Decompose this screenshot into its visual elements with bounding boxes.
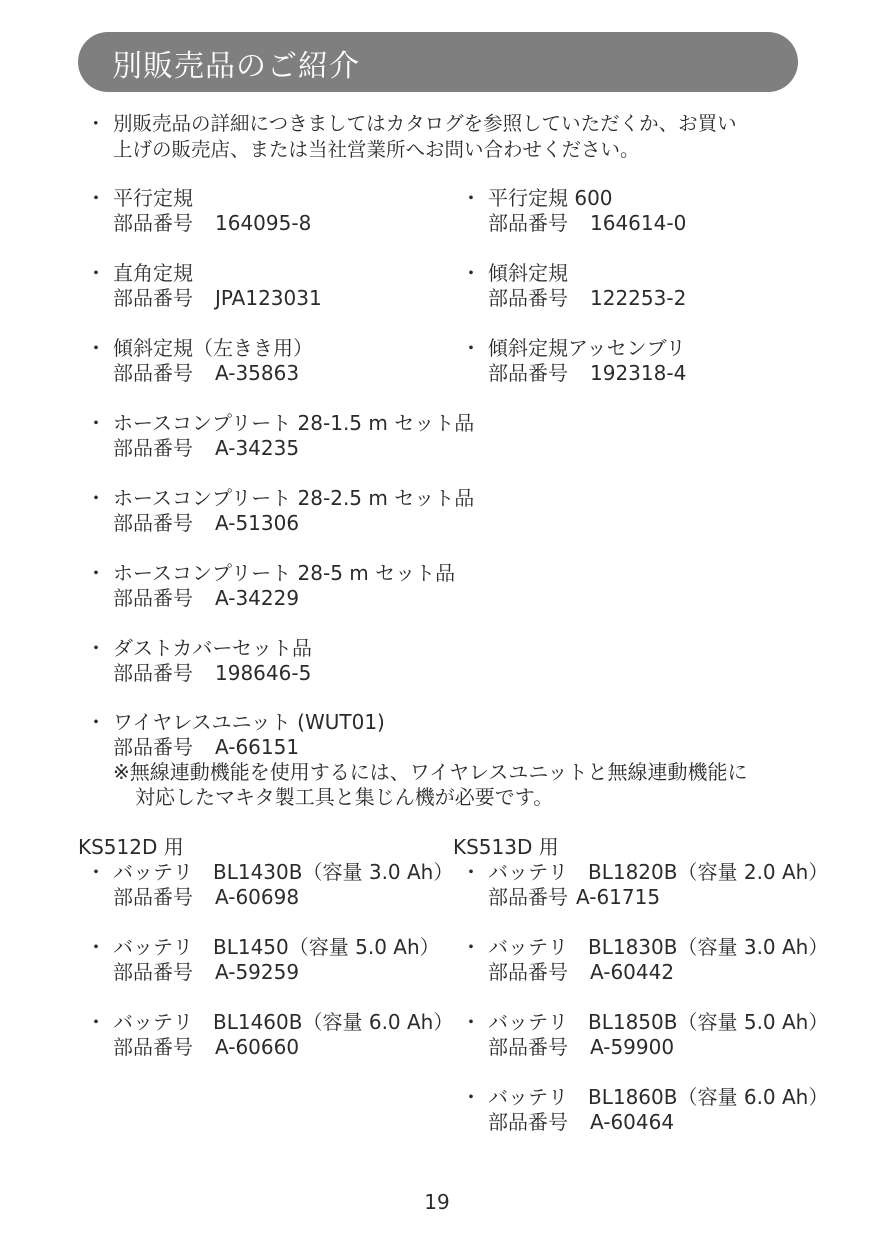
item-name: 傾斜定規 (488, 261, 568, 285)
bullet-icon: ・ (86, 112, 106, 135)
part-number: A-60698 (215, 885, 300, 909)
battery-name: バッテリ BL1820B（容量 2.0 Ah） (488, 860, 829, 884)
list-item (461, 186, 686, 236)
list-item (461, 261, 686, 311)
part-number: A-60464 (590, 1110, 675, 1134)
bullet-icon: ・ (461, 1010, 481, 1034)
item-name: ダストカバーセット品 (113, 636, 312, 660)
bullet-icon: ・ (86, 411, 106, 435)
part-number-label: 部品番号 (113, 511, 193, 535)
part-number: A-60660 (215, 1035, 300, 1059)
list-item (86, 636, 312, 686)
list-item (86, 411, 474, 461)
item-name: 傾斜定規（左きき用） (113, 336, 313, 360)
part-number-label: 部品番号 (488, 361, 568, 385)
battery-item (461, 1010, 828, 1060)
battery-name: バッテリ BL1850B（容量 5.0 Ah） (488, 1010, 829, 1034)
item-name: 平行定規 600 (488, 186, 613, 210)
part-number: A-59900 (590, 1035, 675, 1059)
list-item (86, 561, 455, 611)
item-name: ホースコンプリート 28-5 m セット品 (113, 561, 456, 585)
part-number: A-34229 (215, 586, 300, 610)
battery-item (461, 1085, 828, 1135)
intro-line-1 (86, 111, 806, 137)
section-title-bar (78, 32, 798, 92)
part-number-label: 部品番号 (488, 1035, 568, 1059)
part-number-label: 部品番号 (113, 286, 193, 310)
bullet-icon: ・ (461, 1085, 481, 1109)
part-number: 122253-2 (590, 286, 687, 310)
list-item (86, 261, 322, 311)
battery-name: バッテリ BL1430B（容量 3.0 Ah） (113, 860, 454, 884)
part-number-label: 部品番号 (113, 661, 193, 685)
battery-item (86, 1010, 453, 1060)
part-number: JPA123031 (215, 286, 322, 310)
bullet-icon: ・ (461, 336, 481, 360)
part-number-label: 部品番号 (113, 960, 193, 984)
item-name: ホースコンプリート 28-2.5 m セット品 (113, 486, 475, 510)
battery-name: バッテリ BL1450（容量 5.0 Ah） (113, 935, 440, 959)
part-number: 164095-8 (215, 211, 312, 235)
item-name: 平行定規 (113, 186, 193, 210)
bullet-icon: ・ (86, 261, 106, 285)
bullet-icon: ・ (461, 186, 481, 210)
bullet-icon: ・ (86, 186, 106, 210)
part-number-label: 部品番号 (113, 885, 193, 909)
wireless-note-line-2: 対応したマキタ製工具と集じん機が必要です。 (135, 785, 554, 809)
part-number-label: 部品番号 (113, 735, 193, 759)
list-item-wireless (86, 710, 748, 810)
part-number-label: 部品番号 (488, 960, 568, 984)
part-number: A-66151 (215, 735, 300, 759)
part-number: A-61715 (576, 885, 661, 909)
intro-line-2: 上げの販売店、または当社営業所へお問い合わせください。 (113, 138, 640, 161)
part-number: A-59259 (215, 960, 300, 984)
part-number: A-35863 (215, 361, 300, 385)
page-number: 19 (424, 1190, 450, 1214)
bullet-icon: ・ (86, 561, 106, 585)
part-number-label: 部品番号 (113, 586, 193, 610)
bullet-icon: ・ (86, 935, 106, 959)
list-item (86, 486, 474, 536)
bullet-icon: ・ (86, 336, 106, 360)
bullet-icon: ・ (86, 486, 106, 510)
item-name: 直角定規 (113, 261, 193, 285)
wireless-note-line-1: ※無線連動機能を使用するには、ワイヤレスユニットと無線連動機能に (113, 760, 748, 784)
item-name: ワイヤレスユニット (WUT01) (113, 710, 385, 734)
bullet-icon: ・ (86, 1010, 106, 1034)
item-name: 傾斜定規アッセンブリ (488, 336, 686, 360)
item-name: ホースコンプリート 28-1.5 m セット品 (113, 411, 475, 435)
intro-paragraph (86, 111, 806, 163)
battery-name: バッテリ BL1860B（容量 6.0 Ah） (488, 1085, 829, 1109)
part-number-label: 部品番号 (113, 211, 193, 235)
bullet-icon: ・ (86, 860, 106, 884)
bullet-icon: ・ (461, 261, 481, 285)
part-number: 198646-5 (215, 661, 312, 685)
battery-name: バッテリ BL1460B（容量 6.0 Ah） (113, 1010, 454, 1034)
battery-name: バッテリ BL1830B（容量 3.0 Ah） (488, 935, 829, 959)
part-number: A-51306 (215, 511, 300, 535)
bullet-icon: ・ (86, 636, 106, 660)
intro-text-1: 別販売品の詳細につきましてはカタログを参照していただくか、お買い (113, 112, 737, 135)
bullet-icon: ・ (461, 935, 481, 959)
bullet-icon: ・ (86, 710, 106, 734)
battery-item (86, 935, 440, 985)
part-number: 164614-0 (590, 211, 687, 235)
part-number-label: 部品番号 (113, 361, 193, 385)
part-number: A-60442 (590, 960, 675, 984)
part-number-label: 部品番号 (488, 286, 568, 310)
part-number-label: 部品番号 (113, 436, 193, 460)
part-number-label: 部品番号 (488, 211, 568, 235)
list-item (461, 336, 686, 386)
list-item (86, 336, 313, 386)
bullet-icon: ・ (461, 860, 481, 884)
part-number: A-34235 (215, 436, 300, 460)
page-title: 別販売品のご紹介 (112, 49, 360, 84)
ks512d-heading: KS512D 用 (78, 835, 184, 859)
part-number-label: 部品番号 (488, 1110, 568, 1134)
battery-item (461, 935, 828, 985)
part-number-label: 部品番号 (488, 885, 568, 909)
ks513d-heading: KS513D 用 (453, 835, 559, 859)
part-number-label: 部品番号 (113, 1035, 193, 1059)
battery-item (86, 860, 453, 910)
battery-item (461, 860, 828, 910)
part-number: 192318-4 (590, 361, 687, 385)
list-item (86, 186, 311, 236)
